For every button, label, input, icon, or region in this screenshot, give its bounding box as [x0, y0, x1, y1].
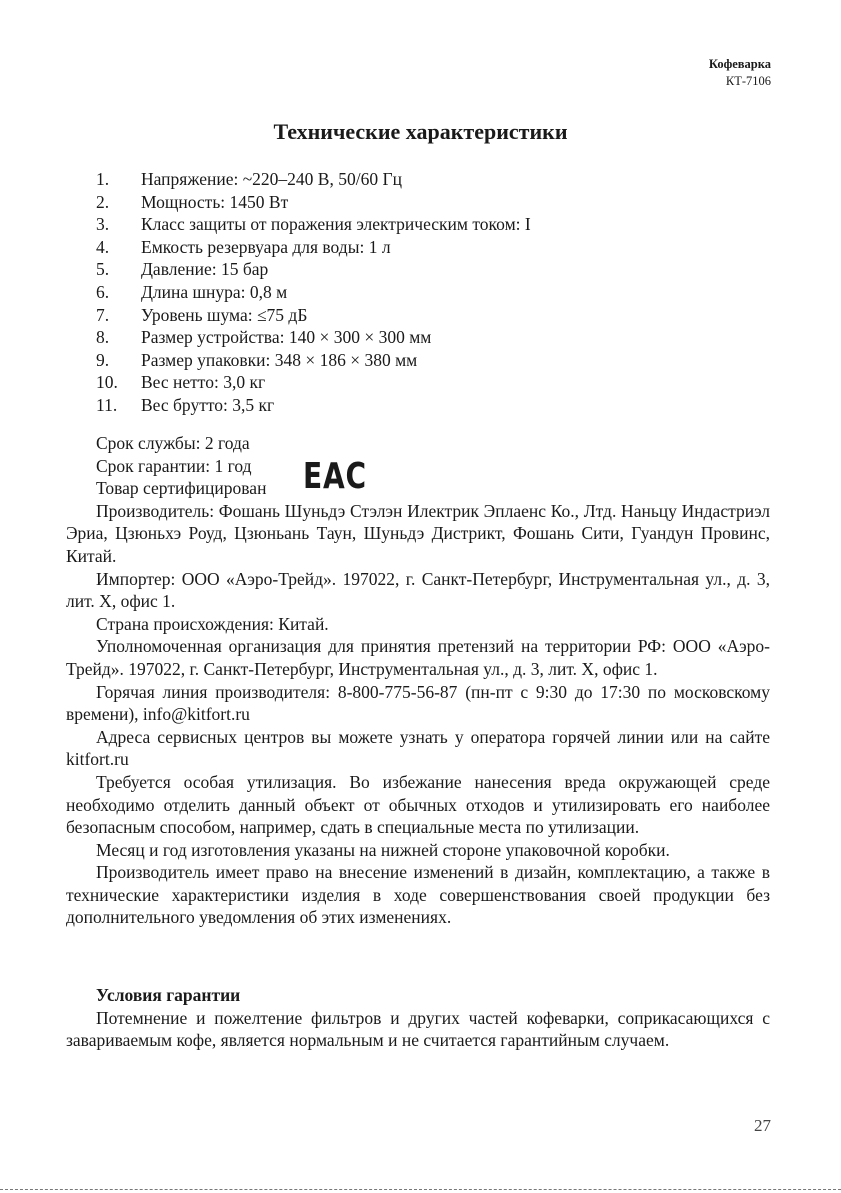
page-number: 27	[754, 1116, 771, 1135]
spec-number: 10.	[96, 372, 118, 393]
warranty-period: Срок гарантии: 1 год	[96, 455, 252, 476]
spec-item	[96, 258, 776, 281]
service-centers-paragraph: Адреса сервисных центров вы можете узнать у оператора горячей линии или на сайте kitfort.ru	[66, 726, 770, 770]
authorized-org-paragraph: Уполномоченная организация для принятия претензий на территории РФ: ООО «Аэро-Трейд». 197022, г. Санкт-Петербург, Инструментальная ул., д. 3, лит. Х, офис 1.	[66, 636, 770, 679]
spec-text: Длина шнура: 0,8 м	[141, 281, 288, 302]
spec-item	[96, 394, 776, 417]
spec-number: 11.	[96, 394, 118, 415]
origin-paragraph: Страна происхождения: Китай.	[96, 613, 329, 634]
spec-number: 2.	[96, 191, 110, 212]
header-product: Кофеварка	[708, 57, 771, 71]
eac-certification-mark: EAC	[303, 456, 367, 497]
spec-text: Емкость резервуара для воды: 1 л	[141, 236, 391, 257]
spec-text: Вес брутто: 3,5 кг	[141, 394, 275, 415]
spec-item	[96, 349, 776, 372]
page-bottom-divider	[0, 1189, 841, 1190]
spec-item	[96, 281, 776, 304]
spec-list	[96, 168, 776, 417]
spec-number: 1.	[96, 169, 110, 189]
spec-item	[96, 371, 776, 394]
spec-text: Уровень шума: ≤75 дБ	[141, 304, 308, 325]
running-header	[709, 56, 771, 90]
spec-text: Напряжение: ~220–240 В, 50/60 Гц	[141, 169, 402, 189]
spec-item	[96, 236, 776, 259]
spec-item	[96, 191, 776, 214]
warranty-paragraph: Потемнение и пожелтение фильтров и других частей кофеварки, соприкасающихся с завариваемым кофе, является нормальным и не считается гарантийным случаем.	[66, 1007, 770, 1051]
spec-text: Размер устройства: 140 × 300 × 300 мм	[141, 327, 432, 348]
spec-number: 3.	[96, 214, 110, 235]
spec-item	[96, 326, 776, 349]
disposal-paragraph: Требуется особая утилизация. Во избежание нанесения вреда окружающей среде необходимо отделить данный объект от обычных отходов и утилизировать его наиболее безопасным способом, например, сдать в специальные места по утилизации.	[66, 771, 770, 838]
changes-paragraph: Производитель имеет право на внесение изменений в дизайн, комплектацию, а также в технические характеристики изделия в ходе совершенствования своей продукции без дополнительного уведомления об этих изменениях.	[66, 862, 770, 928]
spec-item	[96, 304, 776, 327]
warranty-heading: Условия гарантии	[96, 985, 241, 1005]
warranty-section	[66, 984, 770, 1052]
spec-item	[96, 213, 776, 236]
spec-number: 9.	[96, 349, 110, 370]
certified-text: Товар сертифицирован	[96, 478, 267, 499]
hotline-paragraph: Горячая линия производителя: 8-800-775-56-87 (пн-пт с 9:30 до 17:30 по московскому времени), info@kitfort.ru	[66, 681, 770, 725]
page-title: Технические характеристики	[273, 119, 568, 144]
importer-paragraph: Импортер: ООО «Аэро-Трейд». 197022, г. Санкт-Петербург, Инструментальная ул., д. 3, лит. Х, офис 1.	[66, 568, 770, 612]
spec-text: Вес нетто: 3,0 кг	[141, 372, 266, 393]
spec-text: Размер упаковки: 348 × 186 × 380 мм	[141, 349, 418, 370]
spec-item	[96, 168, 776, 191]
spec-number: 5.	[96, 259, 110, 280]
spec-number: 8.	[96, 327, 110, 348]
product-info	[66, 432, 770, 929]
header-model: КТ-7106	[725, 74, 771, 88]
manufacture-date-paragraph: Месяц и год изготовления указаны на нижней стороне упаковочной коробки.	[96, 839, 670, 860]
service-life: Срок службы: 2 года	[96, 433, 250, 453]
spec-number: 4.	[96, 236, 110, 257]
spec-text: Мощность: 1450 Вт	[141, 191, 289, 212]
spec-number: 7.	[96, 304, 110, 325]
spec-text: Давление: 15 бар	[141, 259, 269, 280]
manufacturer-paragraph: Производитель: Фошань Шуньдэ Стэлэн Илектрик Эплаенс Ко., Лтд. Наньцу Индастриэл Эриа, Цзюньхэ Роуд, Цзюньань Таун, Шуньдэ Дистрикт, Фошань Сити, Гуандун Провинс, Китай.	[66, 500, 770, 566]
spec-number: 6.	[96, 281, 110, 302]
spec-text: Класс защиты от поражения электрическим током: I	[141, 214, 531, 235]
